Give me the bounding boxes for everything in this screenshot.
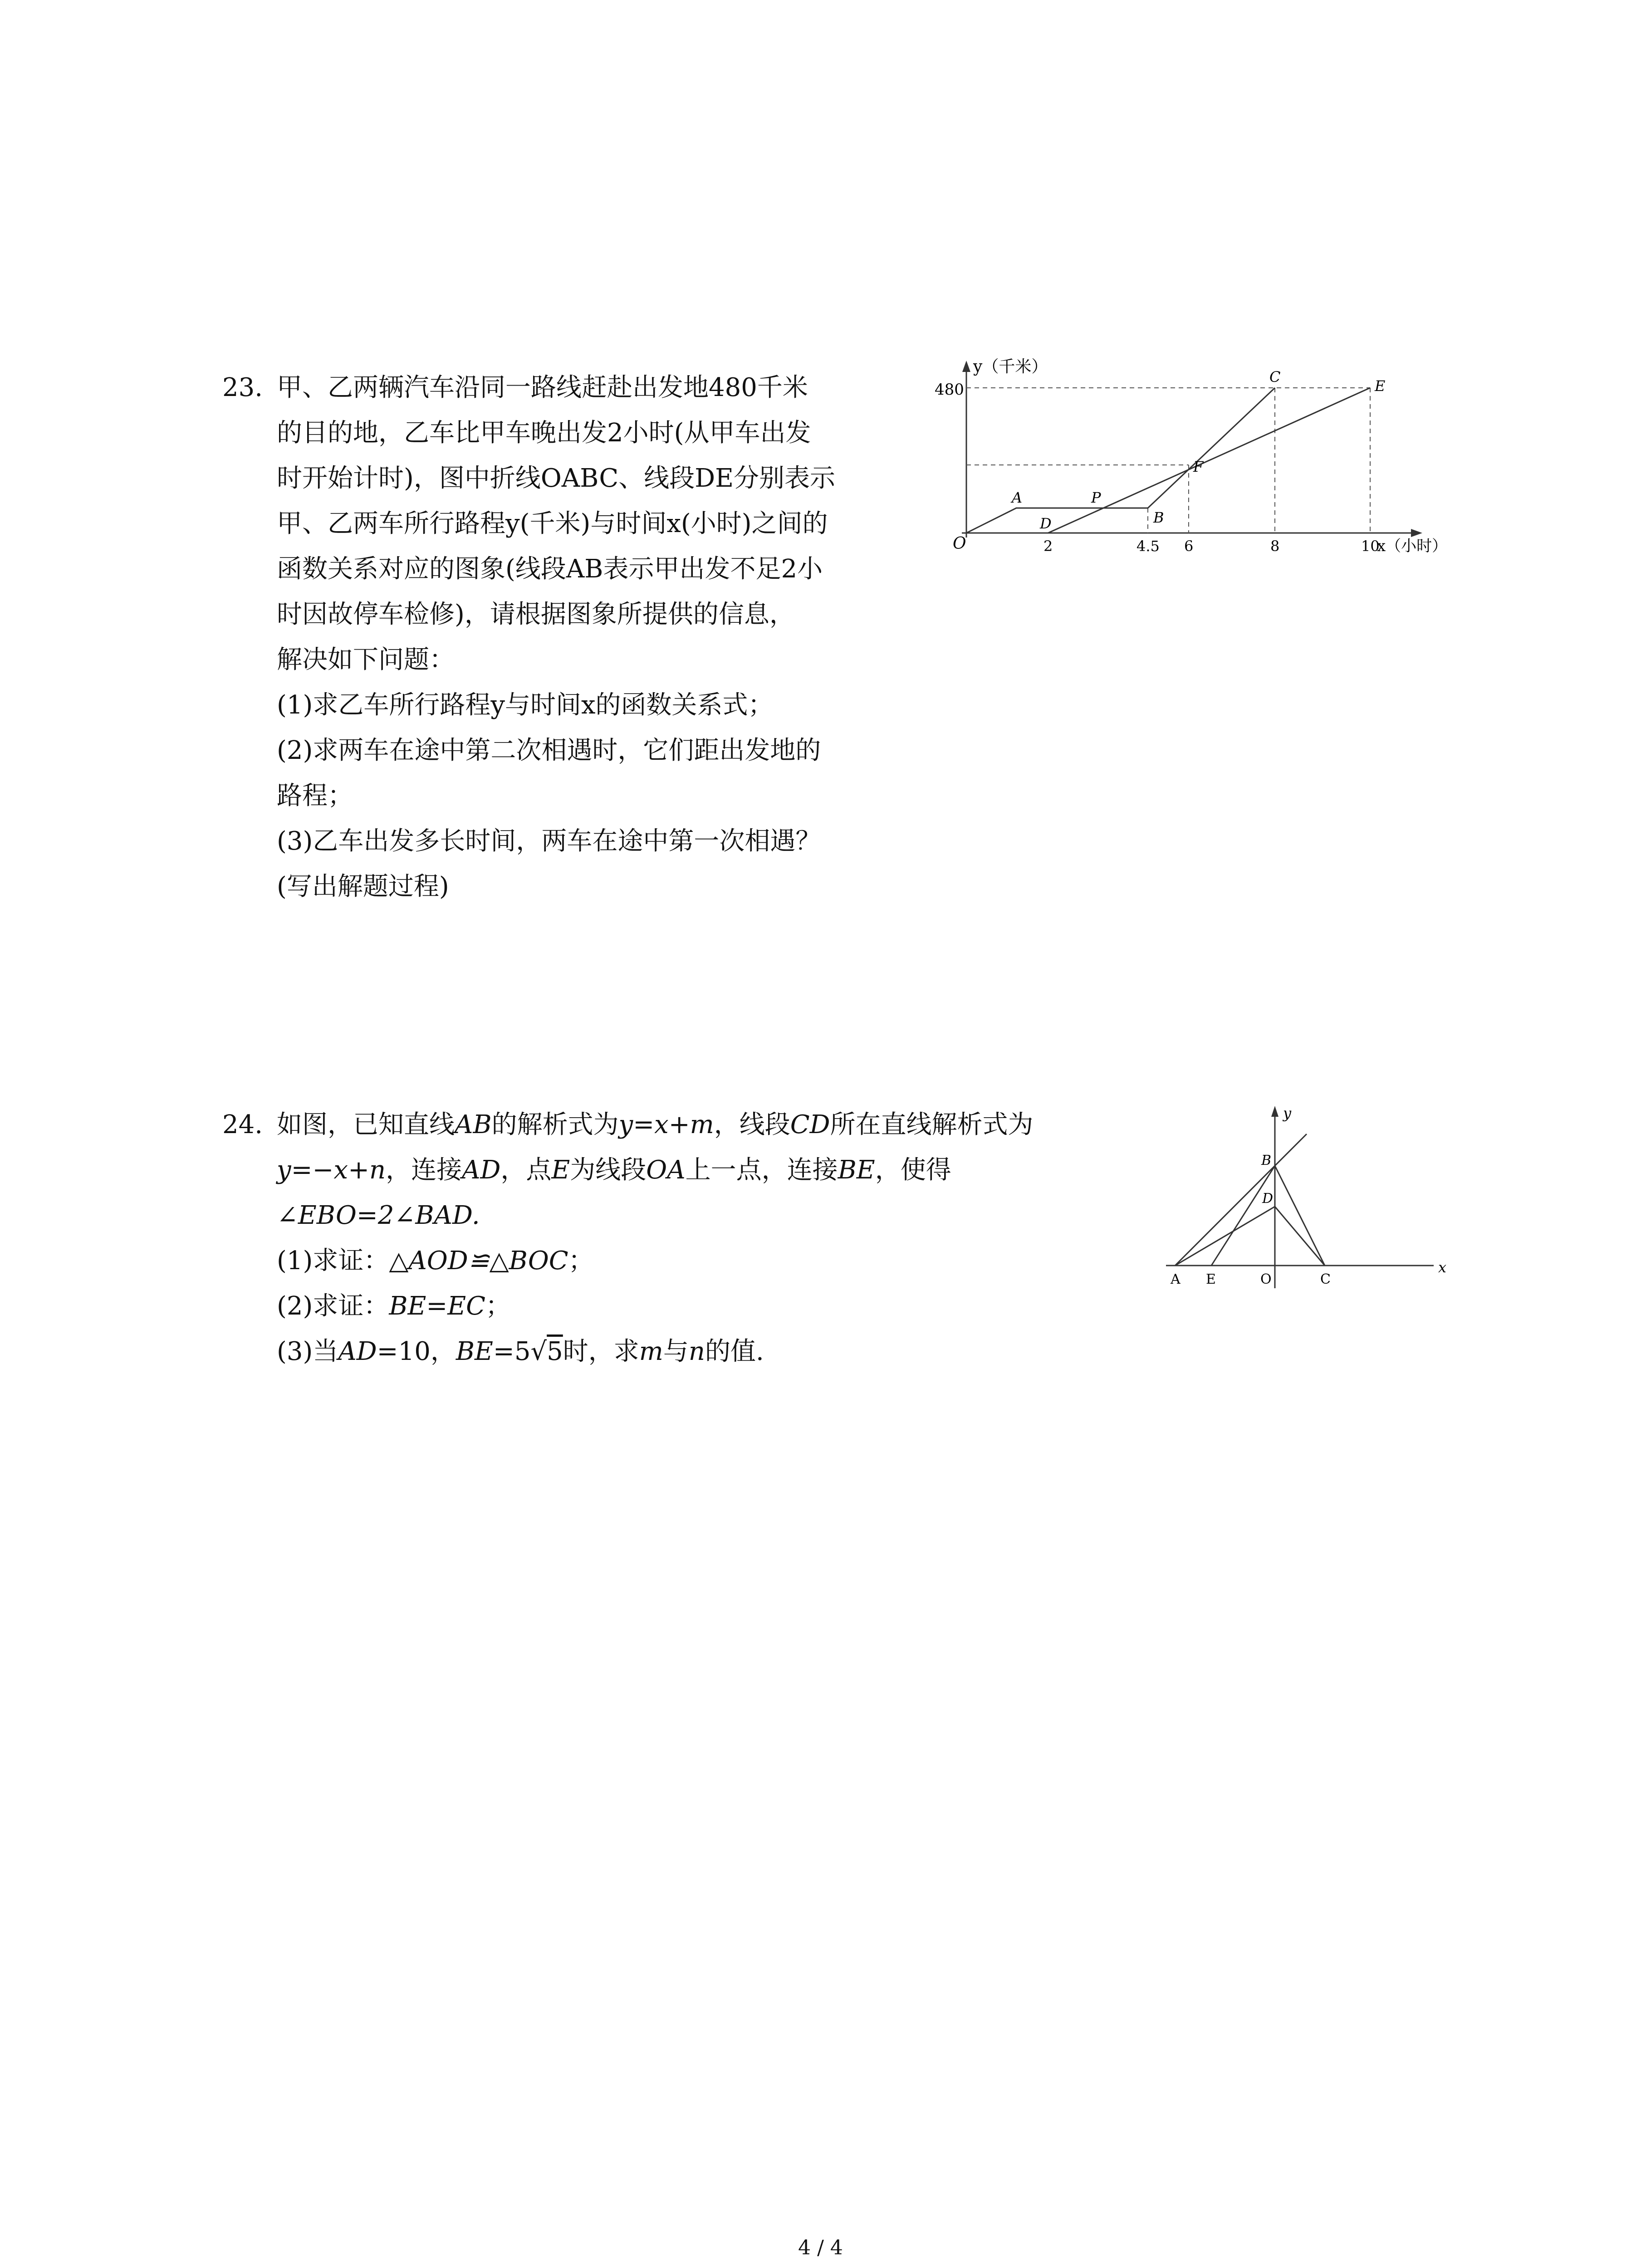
q23-x-tick-8: 8 [1270,538,1280,555]
q24-point-e: E [1206,1271,1216,1287]
q24-line-6: (3)当AD=10，BE=5√5时，求m与n的值. [277,1337,764,1366]
q24-point-d: D [1262,1191,1274,1207]
q23-line-oabc [966,388,1275,533]
q23-line-2: 的目的地，乙车比甲车晚出发2小时(从甲车出发 [277,418,811,448]
q23-line-1: 23. 甲、乙两辆汽车沿同一路线赶赴出发地480千米 [222,365,835,411]
page-number: 4 / 4 [798,2236,843,2259]
q23-x-tick-2: 2 [1043,538,1053,555]
q23-x-tick-6: 6 [1184,538,1194,555]
q23-line-4: 甲、乙两车所行路程y(千米)与时间x(小时)之间的 [277,509,828,538]
q24-point-c: C [1320,1271,1331,1287]
q24-line-ab [1175,1134,1307,1266]
q23-point-a: A [1012,489,1023,506]
q23-point-e: E [1375,377,1386,395]
q23-x-tick-4-5: 4.5 [1136,538,1160,555]
q23-line-12: (写出解题过程) [277,872,449,901]
q24-point-b: B [1261,1153,1272,1168]
q24-figure [1161,1102,1470,1293]
q23-figure [935,354,1470,572]
q23-point-c: C [1269,368,1281,386]
q23-y-tick-480: 480 [935,381,964,399]
q24-x-axis-label: x [1438,1259,1447,1276]
q23-line-7: 解决如下问题： [277,645,455,675]
q24-point-a: A [1171,1271,1181,1287]
q23-x-axis-label: x（小时） [1377,537,1448,555]
q23-line-11: (3)乙车出发多长时间，两车在途中第一次相遇？ [277,826,821,856]
q24-y-arrow [1271,1106,1279,1117]
q23-line-3: 时开始计时)，图中折线OABC、线段DE分别表示 [277,464,836,493]
q23-point-d: D [1040,515,1052,532]
question-23 [222,365,835,909]
q24-line-4: (1)求证：△AOD≌△BOC； [277,1246,594,1276]
q23-line-5: 函数关系对应的图象(线段AB表示甲出发不足2小 [277,554,823,584]
q24-line-2: y=−x+n，连接AD，点E为线段OA上一点，连接BE，使得 [277,1155,951,1185]
q24-line-5: (2)求证：BE=EC； [277,1291,511,1321]
question-24 [222,1102,1034,1374]
q23-line-8: (1)求乙车所行路程y与时间x的函数关系式； [277,690,774,720]
q24-y-axis-label: y [1283,1105,1292,1122]
q23-x-tick-10: 10 [1361,538,1380,555]
q23-point-p: P [1091,489,1101,506]
q23-y-axis-label: y（千米） [973,357,1048,376]
q24-point-o: O [1260,1271,1272,1287]
q24-line-3: ∠EBO=2∠BAD. [277,1201,480,1230]
sqrt-symbol: √ [530,1337,547,1366]
q23-line-6: 时因故停车检修)，请根据图象所提供的信息， [277,600,795,629]
q23-line-10: 路程； [277,781,353,811]
q24-line-1: 24. 如图，已知直线AB的解析式为y=x+m，线段CD所在直线解析式为 [222,1102,1034,1148]
q24-line-be [1211,1166,1275,1266]
sqrt-radicand: 5 [547,1337,563,1366]
q23-origin-o: O [953,534,966,553]
q23-point-b: B [1153,509,1164,526]
q24-number: 24. [222,1110,263,1139]
q23-x-arrow [1411,529,1422,537]
q23-line-de [1048,388,1370,533]
q23-y-arrow [962,361,970,372]
q23-number: 23. [222,373,263,402]
q23-line-9: (2)求两车在途中第二次相遇时，它们距出发地的 [277,736,821,765]
q23-point-f: F [1193,458,1204,475]
